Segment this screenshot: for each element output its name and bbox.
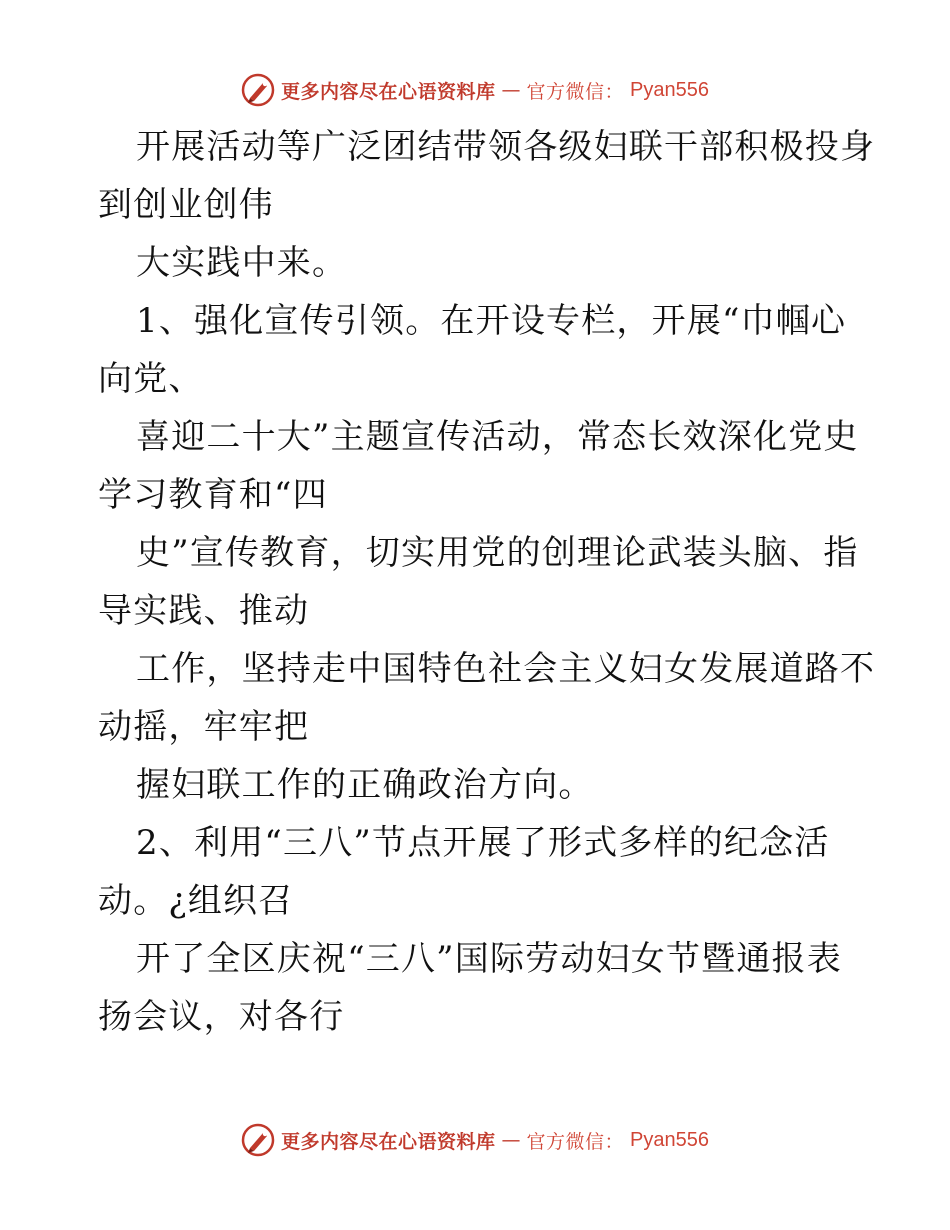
text-line: 史”宣传教育，切实用党的创理论武装头脑、指 [136, 533, 859, 573]
text-line: 2、利用“三八”节点开展了形式多样的纪念活 [136, 823, 830, 863]
watermark-wechat-label: 官方微信： [526, 80, 625, 103]
text-line: 喜迎二十大”主题宣传活动，常态长效深化党史 [136, 417, 859, 457]
text-line: 开展活动等广泛团结带领各级妇联干部积极投身 [136, 127, 876, 167]
text-line: 工作，坚持走中国特色社会主义妇女发展道路不 [136, 649, 876, 689]
text-line: 握妇联工作的正确政治方向。 [136, 765, 594, 805]
watermark-site-text: 更多内容尽在心语资料库 [281, 80, 496, 103]
document-body [98, 118, 876, 1046]
text-line: 1、强化宣传引领。在开设专栏，开展“巾帼心 [136, 301, 847, 341]
watermark-separator: — [501, 79, 521, 101]
pen-logo-icon [241, 1123, 275, 1157]
footer-watermark [0, 1120, 950, 1160]
text-line: 动。¿组织召 [98, 881, 294, 921]
text-line: 导实践、推动 [98, 591, 310, 631]
text-line: 开了全区庆祝“三八”国际劳动妇女节暨通报表 [136, 939, 842, 979]
text-line: 扬会议，对各行 [98, 997, 345, 1037]
header-watermark [0, 70, 950, 110]
watermark-wechat-label: 官方微信： [526, 1130, 625, 1153]
pen-logo-icon [241, 73, 275, 107]
watermark-wechat-id: Pyan556 [630, 78, 709, 101]
watermark-site-text: 更多内容尽在心语资料库 [281, 1130, 496, 1153]
text-line: 到创业创伟 [98, 185, 274, 225]
text-line: 大实践中来。 [136, 243, 348, 283]
text-line: 向党、 [98, 359, 204, 399]
watermark-wechat-id: Pyan556 [630, 1128, 709, 1151]
watermark-separator: — [501, 1129, 521, 1151]
text-line: 动摇，牢牢把 [98, 707, 310, 747]
text-line: 学习教育和“四 [98, 475, 328, 515]
